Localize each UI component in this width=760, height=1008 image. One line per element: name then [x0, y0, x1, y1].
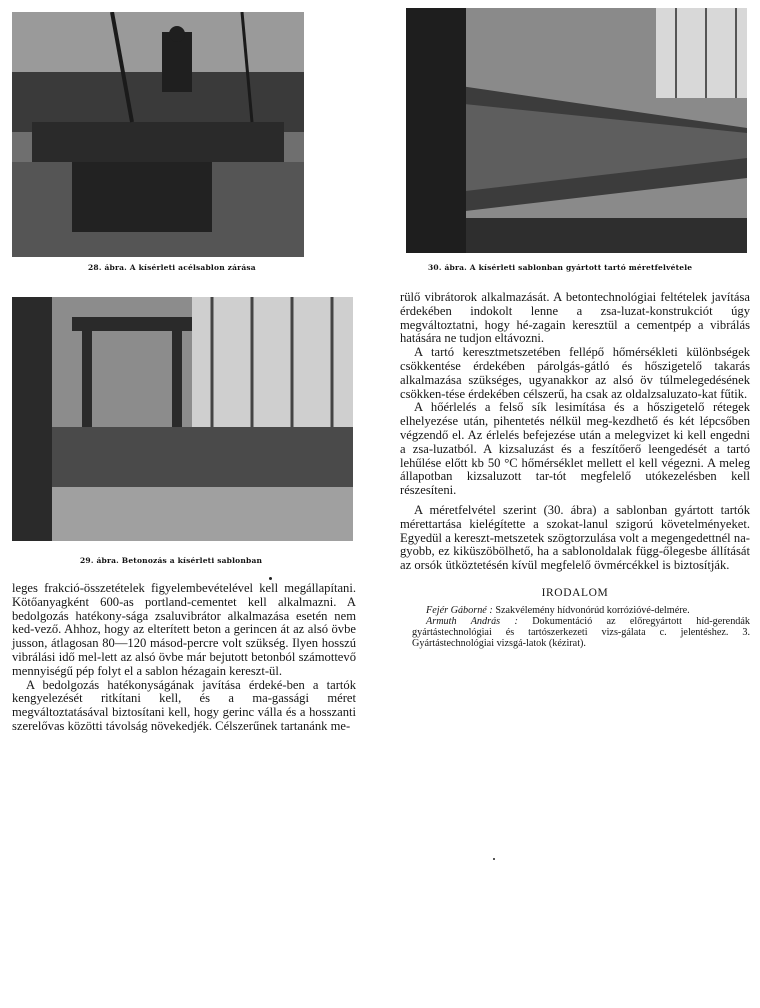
reference-text: Szakvélemény hídvonórúd korrózióvé-delmére. — [492, 604, 690, 616]
references-list — [400, 605, 750, 650]
reference-item — [400, 605, 750, 616]
paragraph: leges frakció-összetételek figyelembevételével kell megállapítani. Kötőanyagként 600-as portland-cementet kell alkalmazni. A bedolgozás hatékony-sága zsaluvibrátor alkalmazása esetén nem ked-vező. Ahhoz, hogy az elterített beton a gerincen át az alsó övbe jusson, átlagosan 80—120 másod-percre volt szükség. Ilyen hosszú vibrálási idő mel-lett az alsó övbe már bejutott betonból számottevő mennyiségű pép folyt el a sablon hézagain kereszt-ül. — [12, 581, 356, 678]
reference-author: Fejér Gáborné : — [426, 604, 493, 616]
reference-item — [400, 616, 750, 650]
paragraph: A méretfelvétel szerint (30. ábra) a sablonban gyártott tartók mérettartása kielégítette a szokat-lanul szigorú követelményeket. Egyedül a kereszt-metszetek szögtorzulása volt a megengedettnél na-gyobb, ez kiküszöbölhető, ha a sablonoldalak függ-őlegesbe állítását az orsók ütköztetésén kívül megfelelő övmércékkel is biztosítják. — [400, 502, 750, 573]
figure-30-caption: 30. ábra. A kísérleti sablonban gyártott tartó méretfelvétele — [428, 263, 693, 272]
figure-29-caption: 29. ábra. Betonozás a kísérleti sablonban — [80, 556, 263, 565]
paragraph: A bedolgozás hatékonyságának javítása érdeké-ben a tartók kengyelezését ritkítani kell, és a ma-gassági méret megváltoztatásával biztosítani kell, hogy gerinc válla és a hosszanti szerelővas közötti távolság növekedjék. Célszerűnek tartanánk me- — [12, 677, 356, 733]
figure-28-caption: 28. ábra. A kísérleti acélsablon zárása — [88, 263, 256, 272]
figure-30-photo — [406, 8, 747, 253]
paragraph: A tartó keresztmetszetében fellépő hőmérsékleti különbségek csökkentése érdekében párolgás-gátló és hőszigetelő takarás alkalmazása szükséges, ugyanakkor az alsó öv túlmelegedésének csökken-tése érdekében célszerű, ha csak az oldalzsaluzato-kat fűtik. — [400, 345, 750, 401]
paragraph: rülő vibrátorok alkalmazását. A betontechnológiai feltételek javítása érdekében indokolt lenne a zsa-luzat-konstrukciót úgy megváltoztatni, hogy hé-zagain keresztül a cementpép a vibrálás hatására ne tudjon eltávozni. — [400, 290, 750, 346]
ink-dot — [493, 858, 495, 860]
ink-dot — [269, 577, 272, 580]
reference-text: Dokumentáció az előregyártott híd-gerendák gyártástechnológiai és tartószerkezeti vizs-gálata c. jelentéshez. 3. Gyártástechnológiai vizsgá-latok (kézirat). — [412, 615, 750, 650]
reference-author: Armuth András : — [426, 615, 518, 627]
references-title: IRODALOM — [541, 586, 609, 599]
left-column — [12, 582, 356, 734]
paragraph: A hőérlelés a felső sík lesimítása és a hőszigetelő rétegek elhelyezése után, pihentetés nélkül meg-kezdhető és két lépcsőben végzendő el. Az érlelés befejezése után a melegvizet ki kell engedni a zsa-luzatból. A kizsaluzást és a feszítőerő leengedését a tartó lehűlése előtt kb 50 °C hőmérséklet mellett el kell végezni. A meleg állapotban kizsaluzott tar-tót megfelelő utókezelésben kell részesíteni. — [400, 400, 750, 498]
figure-28-photo — [12, 12, 304, 257]
figure-29-photo — [12, 297, 353, 541]
right-column — [400, 291, 750, 650]
